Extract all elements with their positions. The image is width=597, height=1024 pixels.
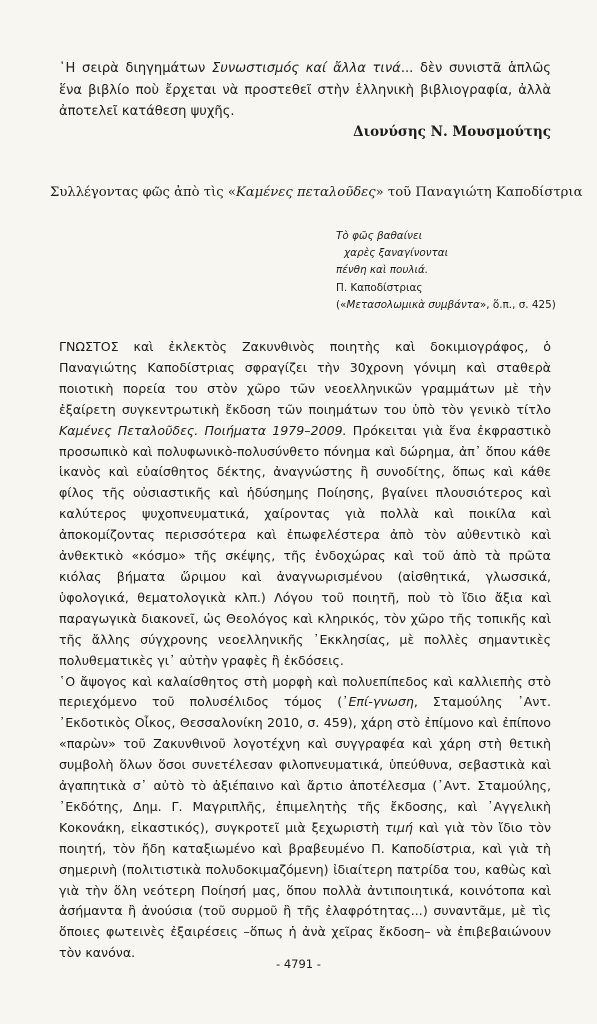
source-open: («: [336, 298, 347, 311]
body-paragraph: [59, 337, 551, 672]
epigraph-line: Τὸ φῶς βαθαίνει: [336, 230, 423, 242]
intro-paragraph: [59, 58, 551, 123]
heading-book-title: Καμένες πεταλοῦδες: [235, 185, 376, 200]
source-title: Μετασολωμικὰ συμβάντα: [346, 298, 480, 311]
heading-text: Συλλέγοντας φῶς ἀπὸ τὶς «: [50, 185, 236, 200]
article-body: [59, 337, 551, 964]
paragraph-text: ῾Ο ἄψογος καὶ καλαίσθητος στὴ μορφὴ καὶ πολυεπίπεδος καὶ καλλιεπὴς στὸ περιεχόμενο τοῦ πολυσέλιδος τόμος (᾿: [59, 673, 551, 710]
volume-title: Επί-γνωση: [348, 694, 414, 710]
epigraph-attribution: Π. Καποδίστριας: [336, 281, 423, 294]
paragraph-text: καὶ γιὰ τὸν ἴδιο τὸν ποιητή, τὸν ἤδη καταξιωμένο καὶ βραβευμένο Π. Καποδίστρια, καὶ γιὰ τὴ σημερινὴ (πολιτιστικὰ πολυδοκιμαζόμενη) ἰδιαίτερη πατρίδα του, καθὼς καὶ γιὰ τὴν ὅλη νεότερη Ποίησή μας, ὅπου πολλὰ ἀντιποιητικά, κοινότοπα καὶ ἀσήμαντα ἢ ἀνούσια (τοῦ συρμοῦ ἢ τῆς ἐλαφρότητας...) συναντᾶμε, μὲ τὶς ὅποιες φωτεινὲς ἐξαιρέσεις –ὅπως ἡ ἀνὰ χεῖρας ἔκδοση– νὰ ἐπιβεβαιώνουν τὸν κανόνα.: [59, 819, 551, 961]
source-close: », ὅ.π., σ. 425): [479, 298, 556, 311]
intro-book-title: Συνωστισμός καί ἄλλα τινά: [212, 61, 401, 76]
heading-text-end: » τοῦ Παναγιώτη Καποδίστρια: [375, 185, 583, 200]
author-signature: Διονύσης Ν. Μουσμούτης: [353, 124, 551, 140]
epigraph-source: [336, 297, 566, 314]
page-number: - 4791 -: [276, 957, 321, 971]
emphasized-word: τιμή: [384, 819, 413, 835]
intro-text-end: ... δὲν συνιστᾶ ἁπλῶς ἕνα βιβλίο ποὺ ἔρχεται νὰ προστεθεῖ στὴν ἑλληνικὴ βιβλιογραφία, ἀλλὰ ἀποτελεῖ κατάθεση ψυχῆς.: [59, 61, 551, 119]
book-title: Καμένες Πεταλοῦδες. Ποιήματα 1979–2009.: [59, 422, 347, 438]
epigraph-line: πένθη καὶ πουλιά.: [336, 264, 429, 277]
article-heading: [50, 185, 583, 200]
paragraph-text: , Σταμούλης ᾿Αντ. ᾿Εκδοτικὸς Οἶκος, Θεσσαλονίκη 2010, σ. 459), χάρη στὸ ἐπίμονο καὶ ἐπίπονο «παρὼν» τοῦ Ζακυνθινοῦ λογοτέχνη καὶ συγγραφέα καὶ χάρη στὴ θετικὴ συμβολὴ ὅλων ὅσοι συνετέλεσαν φιλοπνευματικά, ὑπεύθυνα, σεβαστικὰ καὶ ἀγαπητικὰ σ᾿ αὐτὸ τὸ ἀξιέπαινο καὶ ἄρτιο ἀποτέλεσμα (᾿Αντ. Σταμούλης, ᾿Εκδότης, Δημ. Γ. Μαγριπλῆς, ἐπιμελητὴς τῆς ἔκδοσης, καὶ ᾿Αγγελικὴ Κοκονάκη, εἰκαστικός), συγκροτεῖ μιὰ ξεχωριστὴ: [59, 694, 551, 835]
epigraph: [336, 228, 566, 314]
epigraph-line: χαρὲς ξαναγίνονται: [344, 247, 449, 260]
intro-text: ῾Η σειρὰ διηγημάτων: [59, 61, 212, 76]
paragraph-text: ΓΝΩΣΤΟΣ καὶ ἐκλεκτὸς Ζακυνθινὸς ποιητὴς καὶ δοκιμιογράφος, ὁ Παναγιώτης Καποδίστριας σφραγίζει τὴν 30χρονη γόνιμη καὶ σταθερὰ ποιοτικὴ πορεία του στὸν χῶρο τῶν νεοελληνικῶν γραμμάτων μὲ τὴν ἐξαίρετη συγκεντρωτικὴ ἔκδοση τῶν ποιημάτων του ὑπὸ τὸν γενικὸ τίτλο: [59, 339, 551, 417]
paragraph-text: Πρόκειται γιὰ ἕνα ἐκφραστικὸ προσωπικὸ καὶ πολυφωνικὸ-πολυσύνθετο πόνημα καὶ δώρημα, ἀπ᾿ ὅπου κάθε ἱκανὸς καὶ εὐαίσθητος δέκτης, ἀναγνώστης ἢ συνοδίτης, ὅπως καὶ κάθε φίλος τῆς οὐσιαστικῆς καὶ ἡδύσημης Ποίησης, βγαίνει πλουσιότερος καὶ καλύτερος ψυχοπνευματικά, χαίροντας γιὰ πολλὰ καὶ ποικίλα καὶ ἀποκομίζοντας περισσότερα καὶ ἐπωφελέστερα ἀπὸ τὸν αὐθεντικὸ καὶ ἀνθεκτικὸ «κόσμο» τῆς σκέψης, τῆς ἐνδοχώρας καὶ τοῦ ἀπὸ τὰ πρῶτα κιόλας βήματα ὥριμου καὶ ἀναγνωρισμένου (αἰσθητικά, γλωσσικά, ὑφολογικά, θεματολογικὰ κλπ.) Λόγου τοῦ ποιητῆ, ποὺ τὸ ἴδιο ἄξια καὶ παραγωγικὰ διακονεῖ, ὡς Θεολόγος καὶ κληρικός, τὸν χῶρο τῆς τοπικῆς καὶ τῆς ἄλλης σύγχρονης νεοελληνικῆς ᾿Εκκλησίας, μὲ πολλὲς σημαντικὲς πολυθεματικὲς γι᾿ αὐτὴν γραφὲς ἢ ἐκδόσεις.: [59, 422, 552, 668]
body-paragraph: [59, 672, 551, 965]
